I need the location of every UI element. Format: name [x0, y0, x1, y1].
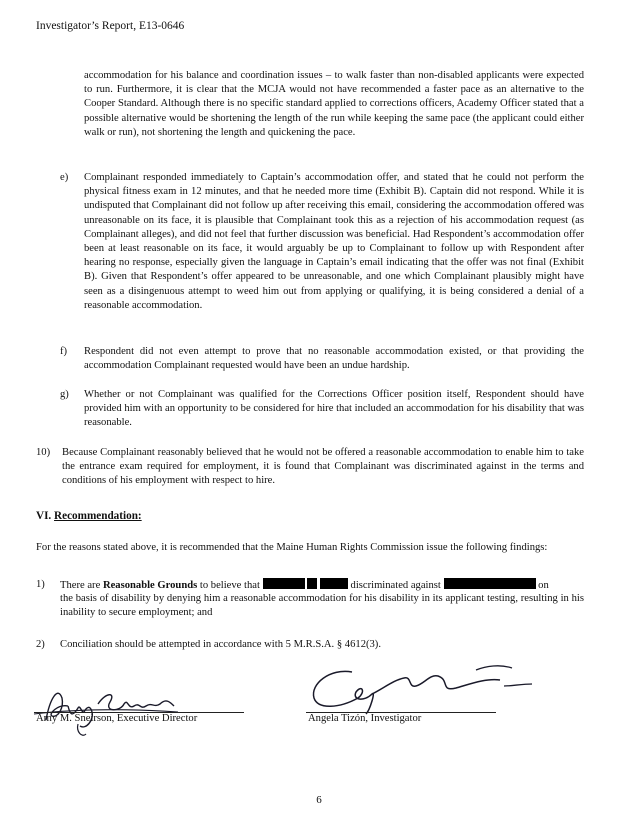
- continuation-paragraph: accommodation for his balance and coordination issues – to walk faster than non-disabled applicants were expected to run. Furthermore, it is clear that the MCJA would not have recommended a faster pace as an alternative to the Cooper Standard. Although there is no specific standard applied to corrections officers, Academy Officer stated that a possible alternative would be shortening the length of the run while keeping the same pace (the applicant could either walk or run), not shortening the length and quickening the pace.: [84, 70, 584, 138]
- signature-left-handwriting: [28, 668, 208, 742]
- rec-1-text-d: on: [538, 580, 549, 591]
- item-10-label: 10): [36, 447, 51, 458]
- item-e-text: Complainant responded immediately to Captain’s accommodation offer, and stated that he could not perform the physical fitness exam in 12 minutes, and that he needed more time (Exhibit B). Captain did not respond. While it is undisputed that Complainant did not follow up after receiving this email, considering the accommodation offered was unreasonable on its face, it is plausible that Complainant took this as a rejection of his accommodation request (as Complainant alleges), and did not feel that further discussion was beneficial. Had Respondent’s accommodation offer been at least reasonable on its face, it would arguably be up to Complainant to follow up with Respondent after hearing no response, especially given the language in Captain’s email indicating that the offer was not final (Exhibit B). Given that Respondent’s offer appeared to be unreasonable, and one which Complainant plausibly might have seen as a disingenuous attempt to weed him out from applying or qualifying, it is being considered a denial of a reasonable accommodation.: [84, 172, 584, 311]
- redaction-block: [320, 578, 348, 589]
- report-header: Investigator’s Report, E13-0646: [36, 20, 185, 32]
- redaction-block: [307, 578, 317, 589]
- section-title: Recommendation:: [54, 510, 142, 522]
- rec-1-first-line: [60, 578, 590, 593]
- item-f-text: Respondent did not even attempt to prove that no reasonable accommodation existed, or that providing the accommodation Complainant requested would have been an undue hardship.: [84, 346, 584, 372]
- signature-name-right: Angela Tizón, Investigator: [308, 713, 422, 724]
- rec-1-text-c: discriminated against: [350, 580, 441, 591]
- rec-1-label: 1): [36, 579, 45, 590]
- rec-2-text: Conciliation should be attempted in accordance with 5 M.R.S.A. § 4612(3).: [60, 639, 381, 650]
- rec-1-text-b: to believe that: [197, 580, 260, 591]
- rec-1-bold: Reasonable Grounds: [102, 580, 198, 591]
- rec-2-label: 2): [36, 639, 45, 650]
- item-e-label: e): [60, 172, 69, 183]
- redaction-block: [263, 578, 305, 589]
- item-g-text: Whether or not Complainant was qualified for the Corrections Officer position itself, Respondent should have provided him with an opportunity to be considered for hire that included an accommodation for his disability that was reasonable.: [84, 389, 584, 429]
- rec-1-text-a: There are: [60, 580, 103, 591]
- section-number: VI.: [36, 510, 52, 522]
- item-10-text: Because Complainant reasonably believed that he would not be offered a reasonable accommodation to enable him to take the entrance exam required for employment, it is found that Complainant was discriminated against in the terms and conditions of his employment with respect to hire.: [62, 447, 584, 487]
- intro-paragraph: For the reasons stated above, it is recommended that the Maine Human Rights Commission issue the following findings:: [36, 542, 548, 553]
- signature-name-left: Amy M. Sneirson, Executive Director: [36, 713, 198, 724]
- rec-1-continuation: the basis of disability by denying him a reasonable accommodation for his disability in its applicant testing, resulting in his inability to secure employment; and: [60, 593, 584, 619]
- item-f-label: f): [60, 346, 68, 357]
- section-heading: [36, 510, 142, 522]
- page-number: 6: [316, 794, 322, 806]
- item-g-label: g): [60, 389, 69, 400]
- redaction-block: [444, 578, 536, 589]
